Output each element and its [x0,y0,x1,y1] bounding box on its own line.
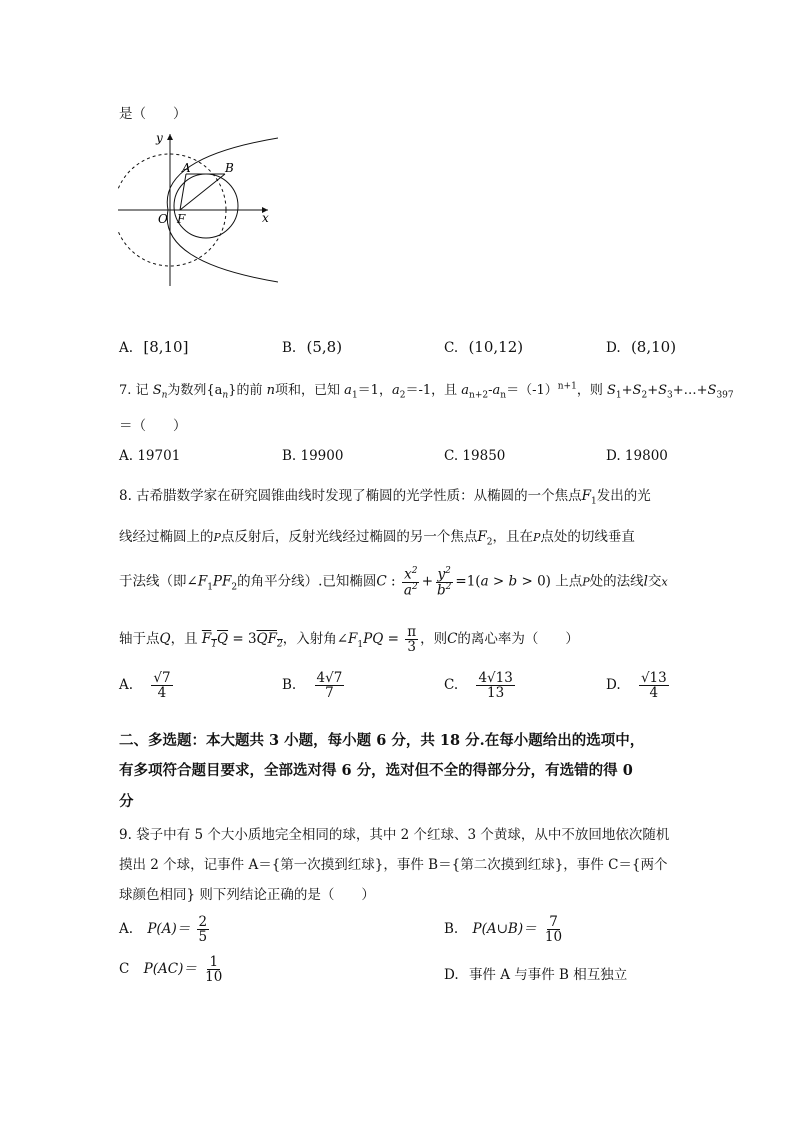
q8-text-4b: ，且 [170,631,198,648]
q8-text-3e: 交 [647,573,662,590]
q8-option-c-num: 4√13 [478,670,513,686]
q8-option-a[interactable] [119,671,175,700]
q8-text-4a: 轴于点 [119,631,160,648]
q9-option-b[interactable] [444,915,566,944]
q7-text-a: 为数列{a [167,383,223,398]
q8-option-d-den: 4 [649,685,659,702]
point-B-label: B [225,161,234,175]
q9-option-b-letter: B. [444,921,459,938]
q8-text-4c: ，入射角∠ [282,631,349,648]
q9-stem-line1: 9. 袋子中有 5 个大小质地完全相同的球，其中 2 个红球、3 个黄球，从中不放回地依次随机 [119,827,670,843]
q9-option-b-frac [543,915,564,944]
q8-option-c-frac [476,671,514,700]
q9-option-b-expr: P(A∪B)＝ [472,921,537,938]
q9-option-c-expr: P(AC)＝ [143,961,197,978]
q6-option-c[interactable] [444,338,523,356]
q6-option-a[interactable] [119,338,188,356]
q8-option-d-letter: D. [606,677,621,694]
q8-text-3d: 处的法线 [589,573,644,590]
q7-stem-line1: 7. 记 $S_n$为数列$\{a_n\}$的前 n项和，已知 $a_1=1$，$a_2=-1$，且 $a_{n+2}-a_n=(-1)^{n+1}$，则 $S_1+S_2+S_3+\dots+S_{397}$ [119,381,734,401]
q9-option-a-num: 2 [198,914,208,930]
q8-stem-line1: 8. 古希腊数学家在研究圆锥曲线时发现了椭圆的光学性质：从椭圆的一个焦点$F_1$发出的光 [119,488,651,507]
q9-option-b-num: 7 [549,914,558,930]
q8-text-3a: 于法线（即∠ [119,573,198,590]
q6-option-b-value: (5,8) [306,338,343,356]
parabola-circle-figure [118,128,278,288]
q9-option-a[interactable] [119,915,211,944]
q8-option-b-num: 4√7 [316,670,343,686]
q8-text-3b: 的角平分线）.已知椭圆 [237,573,377,590]
ellipse-y-frac: $\frac{y^2}{b^2}$ [437,566,452,599]
q8-option-a-frac [151,671,172,700]
q9-option-a-frac [197,915,210,944]
q8-text-4d: ，则 [420,631,448,648]
section2-heading-line1: 二、多选题：本大题共 3 小题，每小题 6 分，共 18 分.在每小题给出的选项中， [119,732,645,749]
angle-frac: $\frac{\pi}{3}$ [407,624,417,656]
q6-option-d-value: (8,10) [630,338,677,356]
q7-option-b[interactable]: B. 19900 [282,448,344,464]
q8-text-2d: 点处的切线垂直 [540,529,635,545]
question-tail-text: 是（ ） [119,106,187,122]
section2-heading-line2: 有多项符合题目要求，全部选对得 6 分，选对但不全的得部分分，有选错的得 0 [119,762,633,779]
q8-option-d-num: √13 [640,670,667,686]
q7-prefix: 7. 记 [119,383,149,398]
q8-option-b-letter: B. [282,677,297,694]
q6-option-d[interactable] [606,338,676,356]
q7-option-d[interactable]: D. 19800 [606,448,668,464]
q8-stem-line2: 线经过椭圆上的P点反射后，反射光线经过椭圆的另一个焦点$F_2$，且在P点处的切线垂直 [119,529,635,548]
q8-text-2c: ，且在 [492,529,534,545]
q9-option-b-den: 10 [544,929,563,946]
q8-option-a-den: 4 [157,685,167,702]
x-axis-label: x [262,211,269,225]
q9-option-d-text: 事件 A 与事件 B 相互独立 [468,967,628,983]
q8-option-a-num: √7 [153,670,171,686]
y-axis-label: y [156,131,163,145]
q6-option-b-letter: B. [282,340,297,356]
q9-option-c-frac [203,955,224,984]
q9-option-c-num: 1 [209,954,219,970]
q6-option-c-letter: C. [444,340,459,356]
q9-option-a-den: 5 [198,929,208,946]
q8-option-c-den: 13 [487,685,505,702]
q6-option-c-value: (10,12) [468,338,524,356]
segment-AF [180,174,186,210]
q8-text-4e: 的离心率为（ ） [457,631,579,648]
q9-option-a-letter: A. [119,921,134,938]
ellipse-x-frac: $\frac{x^2}{a^2}$ [403,566,418,599]
q9-stem-line2: 摸出 2 个球，记事件 A＝{第一次摸到红球}，事件 B＝{第二次摸到红球}，事件 C＝{两个 [119,857,668,873]
q7-option-c[interactable]: C. 19850 [444,448,506,464]
q7-text-e: ，则 [576,383,603,398]
q9-stem-line3: 球颜色相同} 则下列结论正确的是（ ） [119,887,375,903]
section2-heading-line3: 分 [119,793,134,810]
q7-option-a[interactable]: A. 19701 [119,448,181,464]
q9-option-a-expr: P(A)＝ [147,921,191,938]
point-A-label: A [182,161,191,175]
focus-label: F [177,212,186,226]
q6-option-a-value: [8,10] [143,338,189,356]
q8-option-b-den: 7 [325,685,334,702]
q9-option-c[interactable] [119,955,226,984]
solid-circle [174,174,238,238]
q8-stem-line4: 轴于点Q，且 $F_1Q = 3QF_2$，入射角$\angle F_1PQ$ = $\frac{\pi}{3}$ ，则C的离心率为（ ） [119,624,579,656]
q8-text-2a: 线经过椭圆上的 [119,529,214,545]
q6-option-a-letter: A. [119,340,134,356]
segment-BF [180,174,225,210]
q8-option-b-frac [315,671,345,700]
q8-option-a-letter: A. [119,677,134,694]
y-axis-arrow [167,134,173,140]
q6-option-b[interactable] [282,338,342,356]
origin-label: O [158,212,168,226]
q9-option-c-den: 10 [205,969,223,986]
q8-option-c[interactable] [444,671,517,700]
q7-text-c: 项和，已知 [275,383,341,398]
q8-text-2b: 点反射后，反射光线经过椭圆的另一个焦点 [220,529,478,545]
q8-text-3c: 上点 [555,573,583,590]
q9-option-c-letter: C [119,961,130,978]
q8-stem-line3: 于法线（即$\angle F_1PF_2$的角平分线）.已知椭圆C : $\frac{x^2}{a^2}$ + $\frac{y^2}{b^2}$ =1(a > b > 0) 上点P处的法线l交x [119,566,668,599]
q7-text-d: ，且 [431,383,458,398]
q8-text-1-end: 发出的光 [596,488,651,504]
q8-text-1: 8. 古希腊数学家在研究圆锥曲线时发现了椭圆的光学性质：从椭圆的一个焦点 [119,488,582,504]
q9-option-d[interactable] [444,963,627,983]
q9-option-d-letter: D. [444,967,459,983]
q7-text-b: }的前 [228,383,263,398]
q6-option-d-letter: D. [606,340,621,356]
q8-option-b[interactable] [282,671,346,700]
q8-option-d[interactable] [606,671,671,700]
q7-stem-line2: ＝（ ） [119,418,187,434]
q8-option-d-frac [639,671,669,700]
q8-option-c-letter: C. [444,677,459,694]
